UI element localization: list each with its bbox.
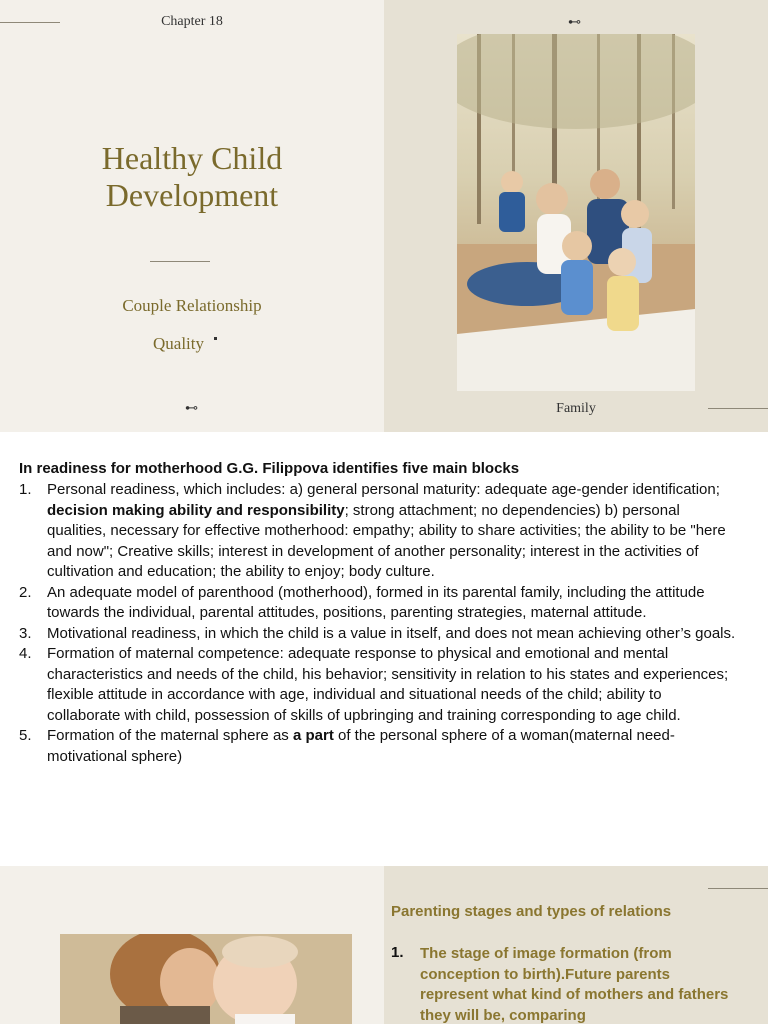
list-item: [19, 644, 739, 726]
title-line-2: Development: [105, 177, 279, 213]
list-number: 4.: [19, 645, 32, 662]
title-line-1: Healthy Child: [101, 140, 283, 176]
list-text: Formation of maternal competence: adequate response to physical and emotional and mental characteristics and needs of the child, his behavior; sensitivity in relation to his states and experiences; flexible attitude in accordance with age, individual and situational needs of the child; ability to collaborate with child, possession of skills of upbringing and training corresponding to age child.: [47, 645, 729, 724]
bullet-mark: [214, 337, 217, 340]
title-divider: [150, 261, 210, 262]
list-text: Formation of the maternal sphere as: [47, 727, 293, 744]
list-number: 1.: [391, 944, 404, 961]
readiness-heading: In readiness for motherhood G.G. Filippova identifies five main blocks: [19, 460, 520, 477]
list-number: 1.: [19, 481, 32, 498]
mother-child-illustration: [60, 934, 352, 1024]
list-number: 2.: [19, 583, 32, 601]
list-text: ; strong attachment; no dependencies) b) personal qualities, necessary for effective motherhood: empathy; ability to share activities; the ability to be "here and now"; Creative skills; interest in development of another personality; interest in the activities of cultivation and education; the ability to enjoy; body culture.: [47, 501, 726, 580]
family-photo-illustration: [457, 34, 695, 391]
list-item: [19, 624, 739, 645]
key-arrow-icon: ⊷: [568, 15, 581, 30]
list-item: [19, 480, 739, 583]
top-right-rule: [708, 888, 768, 889]
stage-text: The stage of image formation (from conception to birth).Future parents represent what kind of mothers and fathers they will be, comparing: [420, 945, 729, 1024]
key-arrow-icon: ⊷: [185, 401, 198, 416]
list-number: 3.: [19, 624, 32, 642]
subtitle-line-2: Quality: [153, 334, 204, 353]
stages-heading: Parenting stages and types of relations: [391, 903, 672, 920]
title-panel: [0, 0, 384, 432]
readiness-list: [19, 480, 739, 767]
photo-caption: Family: [556, 401, 596, 416]
list-text-bold: decision making ability and responsibility: [47, 501, 345, 519]
chapter-label: Chapter 18: [161, 14, 223, 29]
list-text: Motivational readiness, in which the child is a value in itself, and does not mean achieving other’s goals.: [47, 624, 736, 642]
subtitle-line-1: Couple Relationship: [122, 296, 262, 315]
mother-child-photo: [60, 934, 352, 1024]
list-number: 5.: [19, 727, 32, 744]
title-slide: [0, 0, 768, 432]
readiness-slide: [0, 432, 768, 866]
family-photo: [457, 34, 695, 391]
parenting-stages-slide: [0, 866, 768, 1024]
list-item: [19, 726, 739, 767]
list-item: [19, 583, 739, 624]
list-text: Personal readiness, which includes: a) general personal maturity: adequate age-gender identification;: [47, 481, 720, 498]
list-text: of the personal sphere of a woman(maternal need-motivational sphere): [47, 727, 675, 765]
slide-title: [0, 140, 384, 214]
list-text-bold: a part: [292, 727, 334, 744]
list-text: An adequate model of parenthood (motherhood), formed in its parental family, including the attitude towards the individual, parental attitudes, positions, parenting strategies, maternal attitude.: [47, 583, 705, 621]
